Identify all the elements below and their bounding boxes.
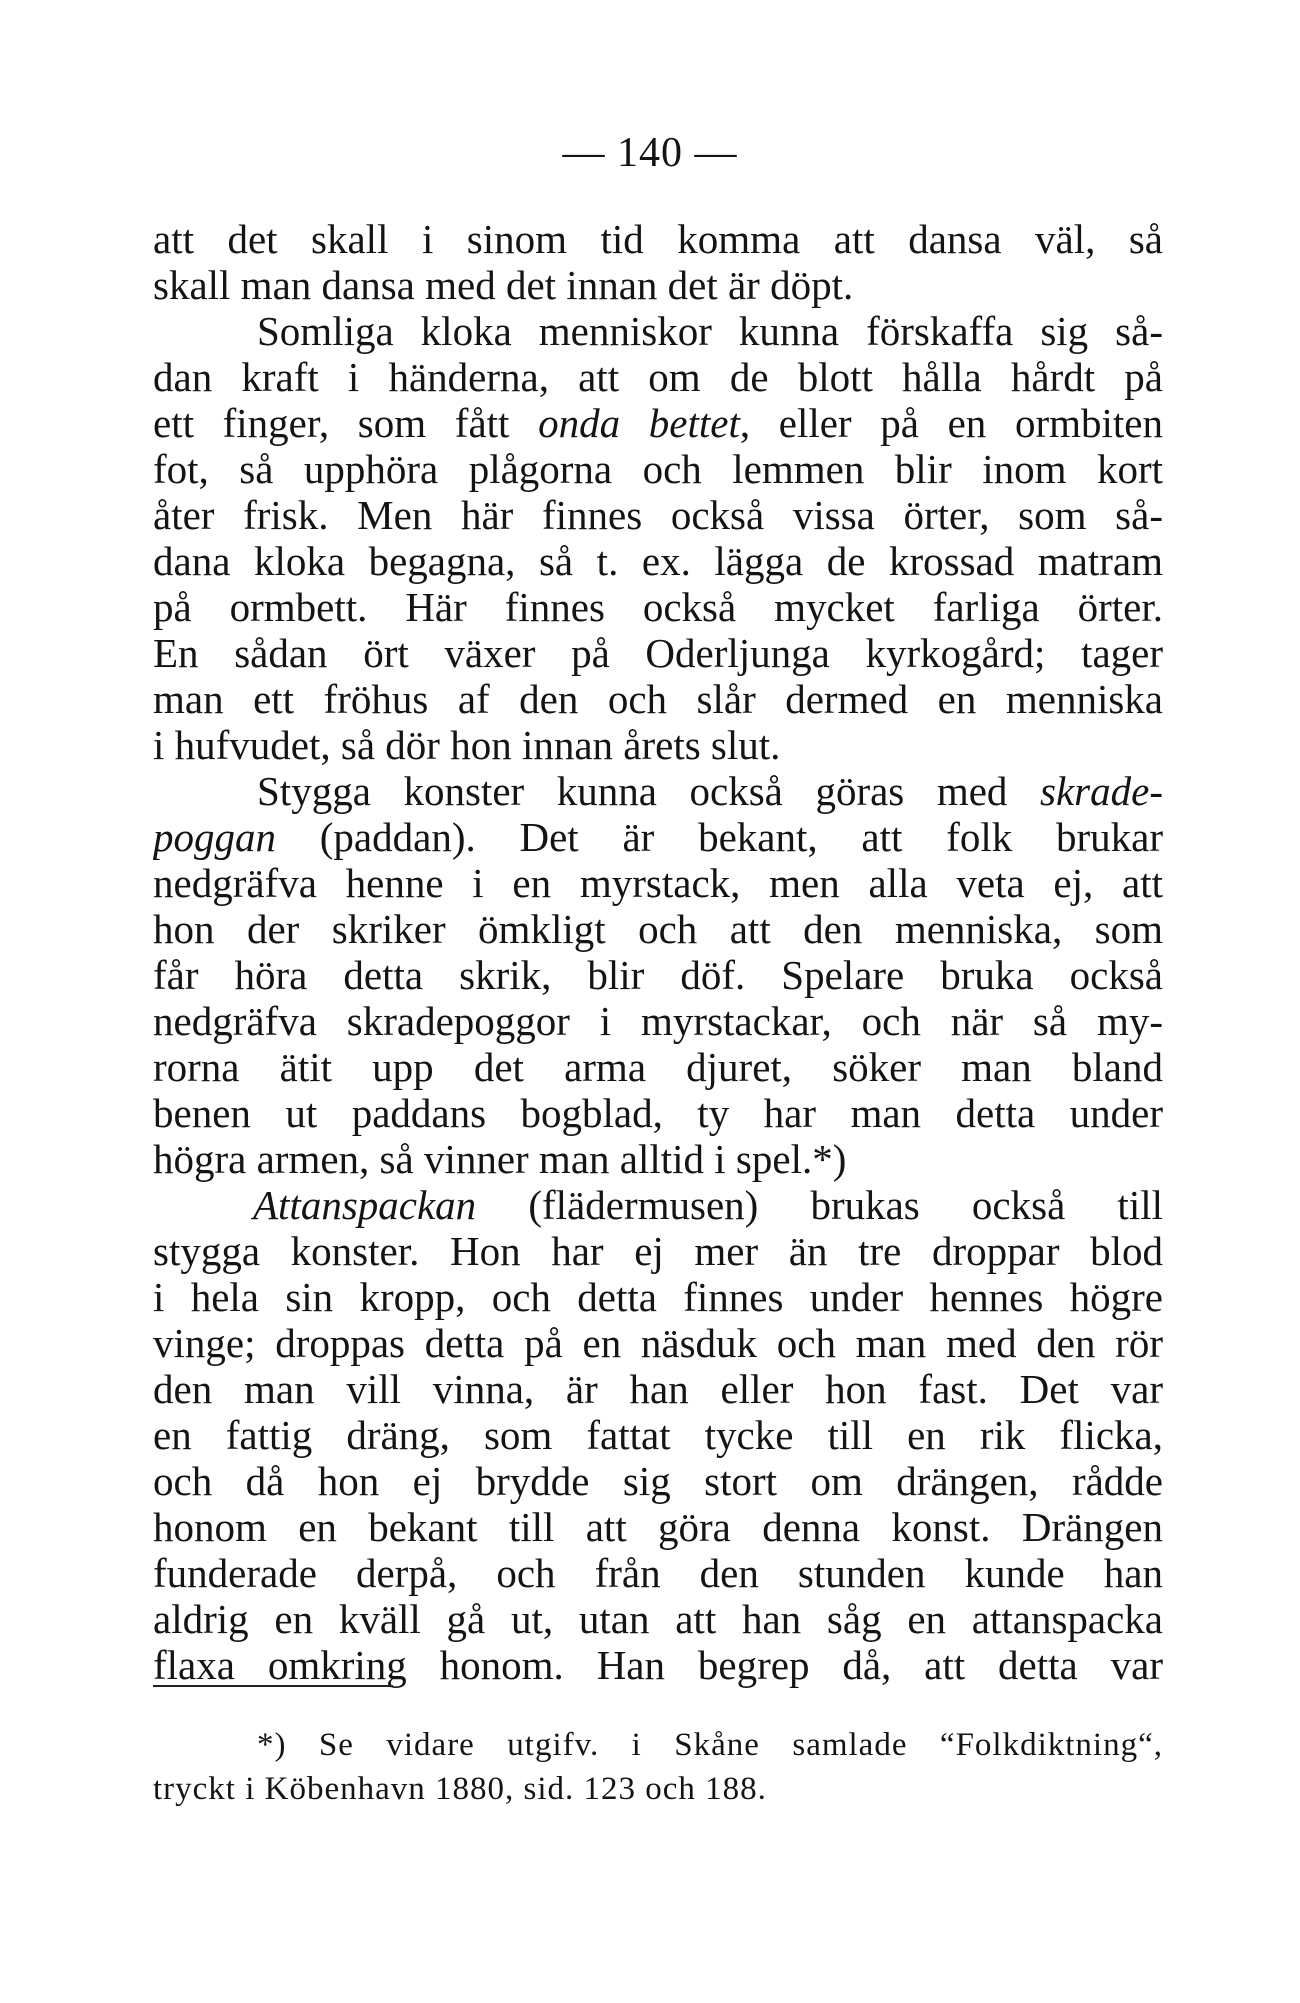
italic-term-onda-bettet: onda bettet	[538, 400, 740, 446]
italic-term-attanspackan: Attanspackan	[253, 1182, 477, 1228]
page-number-header: — 140 —	[562, 130, 738, 176]
text-line-11: man ett fröhus af den och slår dermed en menniska	[153, 676, 1163, 722]
text-line-30: funderade derpå, och från den stunden kunde han	[153, 1550, 1163, 1596]
footnote-line-1: *) Se vidare utgifv. i Skåne samlade “Folkdiktning“,	[257, 1727, 1163, 1763]
text-line-15: nedgräfva henne i en myrstack, men alla veta ej, att	[153, 860, 1163, 906]
text-line-18: nedgräfva skradepoggor i myrstackar, och när så my-	[153, 998, 1163, 1044]
text-line-8: dana kloka begagna, så t. ex. lägga de krossad matram	[153, 538, 1163, 584]
text-line-3: Somliga kloka menniskor kunna förskaffa sig så-	[257, 308, 1163, 354]
text-line-6: fot, så upphöra plågorna och lemmen blir inom kort	[153, 446, 1163, 492]
text-line-26: den man vill vinna, är han eller hon fast. Det var	[153, 1366, 1163, 1412]
text-line-19: rorna ätit upp det arma djuret, söker man bland	[153, 1044, 1163, 1090]
text-line-2: skall man dansa med det innan det är döpt.	[153, 262, 854, 308]
text-segment: ett finger, som fått	[153, 400, 539, 446]
text-line-22	[153, 1182, 1163, 1228]
text-segment: Stygga konster kunna också göras med	[257, 768, 1041, 814]
italic-term-poggan: poggan	[153, 814, 276, 860]
text-line-24: i hela sin kropp, och detta finnes under hennes högre	[153, 1274, 1163, 1320]
text-line-25: vinge; droppas detta på en näsduk och man med den rör	[153, 1320, 1163, 1366]
footnote-line-2: tryckt i Köbenhavn 1880, sid. 123 och 188.	[153, 1771, 767, 1807]
body-text	[153, 216, 1163, 1688]
text-line-10: En sådan ört växer på Oderljunga kyrkogård; tager	[153, 630, 1163, 676]
text-line-5	[153, 400, 1163, 446]
text-line-14	[153, 814, 1163, 860]
text-line-20: benen ut paddans bogblad, ty har man detta under	[153, 1090, 1163, 1136]
text-segment: (paddan). Det är bekant, att folk brukar	[276, 814, 1163, 860]
text-segment: , eller på en ormbiten	[739, 400, 1163, 446]
text-line-27: en fattig dräng, som fattat tycke till en rik flicka,	[153, 1412, 1163, 1458]
footnote	[153, 1723, 1163, 1811]
footnote-divider	[153, 1685, 393, 1687]
text-line-23: stygga konster. Hon har ej mer än tre droppar blod	[153, 1228, 1163, 1274]
text-line-7: åter frisk. Men här finnes också vissa örter, som så-	[153, 492, 1163, 538]
text-line-28: och då hon ej brydde sig stort om drängen, rådde	[153, 1458, 1163, 1504]
text-line-1: att det skall i sinom tid komma att dansa väl, så	[153, 216, 1163, 262]
text-segment: (flädermusen) brukas också till	[476, 1182, 1163, 1228]
text-line-17: får höra detta skrik, blir döf. Spelare bruka också	[153, 952, 1163, 998]
text-line-21: högra armen, så vinner man alltid i spel.*)	[153, 1136, 847, 1182]
italic-term-skrade: skrade-	[1040, 768, 1163, 814]
text-line-32: flaxa omkring honom. Han begrep då, att detta var	[153, 1642, 1163, 1688]
text-line-31: aldrig en kväll gå ut, utan att han såg en attanspacka	[153, 1596, 1163, 1642]
text-line-29: honom en bekant till att göra denna konst. Drängen	[153, 1504, 1163, 1550]
text-line-4: dan kraft i händerna, att om de blott hålla hårdt på	[153, 354, 1163, 400]
text-line-12: i hufvudet, så dör hon innan årets slut.	[153, 722, 781, 768]
text-line-16: hon der skriker ömkligt och att den menniska, som	[153, 906, 1163, 952]
text-line-9: på ormbett. Här finnes också mycket farliga örter.	[153, 584, 1163, 630]
text-line-13	[153, 768, 1163, 814]
